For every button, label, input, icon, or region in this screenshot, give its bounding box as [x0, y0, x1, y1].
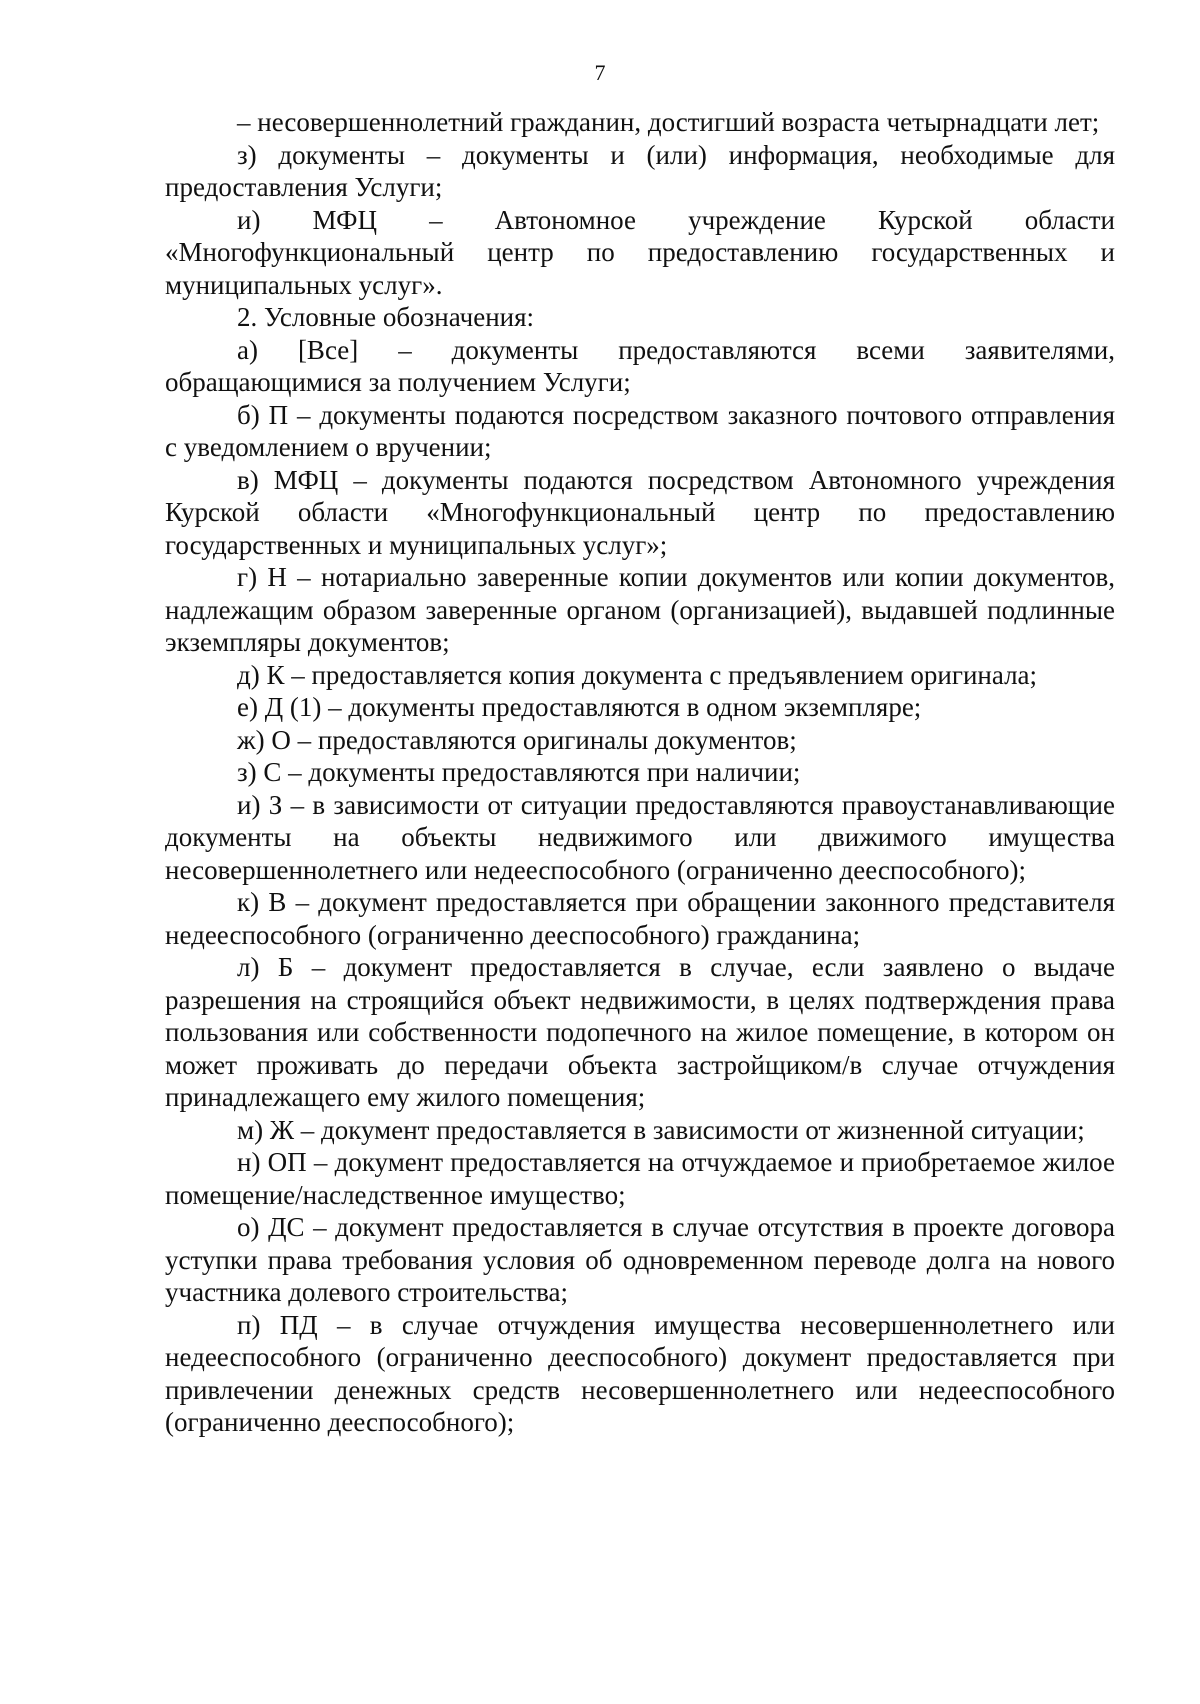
paragraph-e-one-copy: е) Д (1) – документы предоставляются в одном экземпляре; [237, 692, 922, 722]
paragraph-z-if-available: з) С – документы предоставляются при наличии; [237, 757, 801, 787]
paragraph-m-life-situation: м) Ж – документ предоставляется в зависимости от жизненной ситуации; [237, 1114, 1085, 1145]
paragraph-section-2-heading: 2. Условные обозначения: [237, 302, 535, 332]
paragraph-d-copy: д) К – предоставляется копия документа с предъявлением оригинала; [237, 659, 1038, 690]
paragraph-g-notary: г) Н – нотариально заверенные копии документов или копии документов, надлежащим образом заверенные органом (организацией), выдавшей подлинные экземпляры документов; [165, 562, 1115, 657]
paragraph-b-post: б) П – документы подаются посредством заказного почтового отправления с уведомлением о вручении; [165, 399, 1115, 462]
paragraph-k-representative: к) В – документ предоставляется при обращении законного представителя недееспособного (ограниченно дееспособного) гражданина; [165, 887, 1115, 950]
document-body [165, 106, 1115, 1439]
paragraph-z-documents: з) документы – документы и (или) информация, необходимые для предоставления Услуги; [165, 139, 1115, 202]
paragraph-zh-originals: ж) О – предоставляются оригиналы документов; [237, 724, 797, 755]
paragraph-i-situation: и) З – в зависимости от ситуации предоставляются правоустанавливающие документы на объекты недвижимого или движимого имущества несовершеннолетнего или недееспособного (ограниченно дееспособного); [165, 789, 1115, 885]
page-number: 7 [594, 60, 606, 85]
paragraph-n-op: н) ОП – документ предоставляется на отчуждаемое и приобретаемое жилое помещение/наследственное имущество; [165, 1147, 1115, 1210]
paragraph-a-all: а) [Все] – документы предоставляются всеми заявителями, обращающимися за получением Услуги; [165, 334, 1115, 397]
paragraph-v-mfc: в) МФЦ – документы подаются посредством Автономного учреждения Курской области «Многофункциональный центр по предоставлению государственных и муниципальных услуг»; [165, 464, 1115, 560]
paragraph-l-construction: л) Б – документ предоставляется в случае, если заявлено о выдаче разрешения на строящийся объект недвижимости, в целях подтверждения права пользования или собственности подопечного на жилое помещение, в котором он может проживать до передачи объекта застройщиком/в случае отчуждения принадлежащего ему жилого помещения; [165, 952, 1115, 1112]
paragraph-p-pd: п) ПД – в случае отчуждения имущества несовершеннолетнего или недееспособного (ограниченно дееспособного) документ предоставляется при привлечении денежных средств несовершеннолетнего или недееспособного (ограниченно дееспособного); [165, 1309, 1115, 1437]
paragraph-i-mfc: и) МФЦ – Автономное учреждение Курской области «Многофункциональный центр по предоставлению государственных и муниципальных услуг». [165, 204, 1115, 300]
paragraph-minor-14: – несовершеннолетний гражданин, достигший возраста четырнадцати лет; [237, 107, 1100, 137]
paragraph-o-ds: о) ДС – документ предоставляется в случае отсутствия в проекте договора уступки права требования условия об одновременном переводе долга на нового участника долевого строительства; [165, 1212, 1115, 1307]
